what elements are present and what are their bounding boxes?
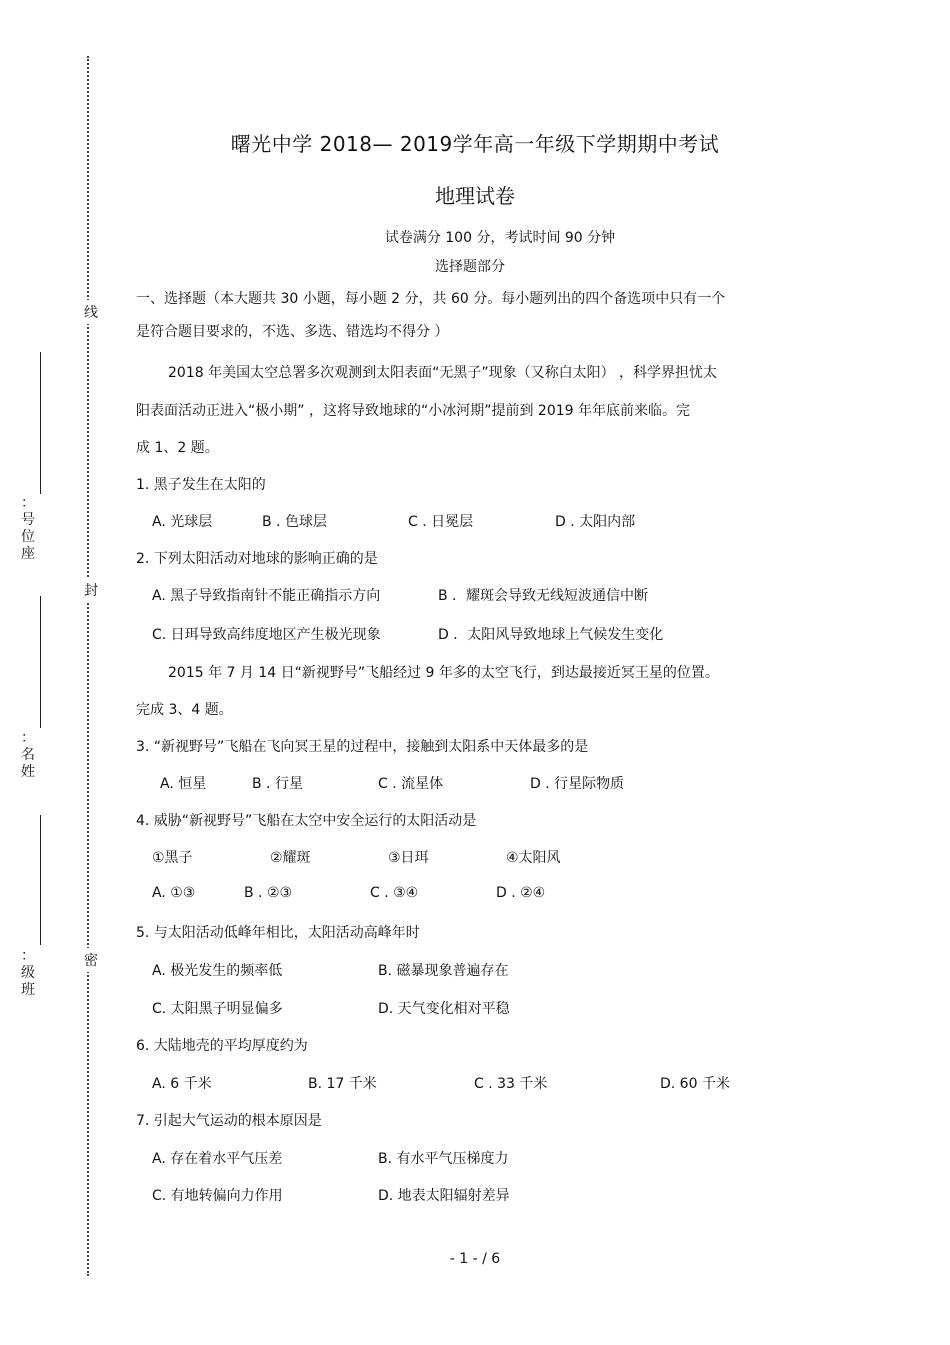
page-number: - 1 - / 6 xyxy=(449,1251,501,1267)
question-5-stem: 5. 与太阳活动低峰年相比，太阳活动高峰年时 xyxy=(136,925,420,941)
question-3-option-c: C . 流星体 xyxy=(378,776,444,792)
question-5-option-b: B. 磁暴现象普遍存在 xyxy=(378,963,509,979)
question-6-option-d: D. 60 千米 xyxy=(660,1076,730,1092)
question-7-option-b: B. 有水平气压梯度力 xyxy=(378,1151,509,1167)
question-4-stem: 4. 威胁“新视野号”飞船在太空中安全运行的太阳活动是 xyxy=(136,813,477,829)
seal-mark-seal: 封 xyxy=(84,578,98,602)
question-6-option-c: C . 33 千米 xyxy=(474,1076,548,1092)
question-3-stem: 3. “新视野号”飞船在飞向冥王星的过程中，接触到太阳系中天体最多的是 xyxy=(136,739,589,755)
question-4-option-a: A. ①③ xyxy=(152,885,196,901)
question-1-stem: 1. 黑子发生在太阳的 xyxy=(136,477,266,493)
seat-number-line xyxy=(40,352,41,494)
instructions-line-2: 是符合题目要求的，不选、多选、错选均不得分 ） xyxy=(136,324,449,340)
question-2-option-c: C. 日珥导致高纬度地区产生极光现象 xyxy=(152,627,381,643)
question-3-option-a: A. 恒星 xyxy=(160,776,207,792)
class-line xyxy=(40,815,41,945)
seal-mark-line: 线 xyxy=(84,300,98,324)
passage-2-line-2: 完成 3、4 题。 xyxy=(136,702,233,718)
question-5-option-a: A. 极光发生的频率低 xyxy=(152,963,283,979)
question-4-item-3: ③日珥 xyxy=(388,850,429,866)
class-label: ： 级 班 xyxy=(21,948,35,998)
question-4-option-d: D . ②④ xyxy=(496,885,546,901)
seat-number-label: ： 号 位 座 xyxy=(21,495,35,562)
exam-subtitle: 地理试卷 xyxy=(435,184,515,208)
passage-2-line-1: 2015 年 7 月 14 日“新视野号”飞船经过 9 年多的太空飞行，到达最接近冥王星的位置。 xyxy=(168,665,719,681)
question-4-item-2: ②耀斑 xyxy=(270,850,311,866)
name-line xyxy=(40,596,41,728)
question-1-option-d: D . 太阳内部 xyxy=(555,514,636,530)
exam-info: 试卷满分 100 分，考试时间 90 分钟 xyxy=(384,230,616,246)
question-7-stem: 7. 引起大气运动的根本原因是 xyxy=(136,1113,322,1129)
question-1-option-b: B . 色球层 xyxy=(262,514,327,530)
section-heading: 选择题部分 xyxy=(435,259,505,275)
question-6-option-b: B. 17 千米 xyxy=(308,1076,377,1092)
question-7-option-d: D. 地表太阳辐射差异 xyxy=(378,1188,510,1204)
question-5-option-d: D. 天气变化相对平稳 xyxy=(378,1001,510,1017)
question-7-option-a: A. 存在着水平气压差 xyxy=(152,1151,283,1167)
question-1-option-a: A. 光球层 xyxy=(152,514,213,530)
question-6-option-a: A. 6 千米 xyxy=(152,1076,212,1092)
passage-1-line-2: 阳表面活动正进入“极小期” ，这将导致地球的“小冰河期”提前到 2019 年年底前来临。完 xyxy=(136,403,690,419)
question-3-option-b: B . 行星 xyxy=(252,776,303,792)
exam-title: 曙光中学 2018— 2019学年高一年级下学期期中考试 xyxy=(230,132,720,156)
question-4-option-c: C . ③④ xyxy=(370,885,419,901)
question-2-stem: 2. 下列太阳活动对地球的影响正确的是 xyxy=(136,551,378,567)
question-3-option-d: D . 行星际物质 xyxy=(530,776,625,792)
passage-1-line-3: 成 1、2 题。 xyxy=(136,440,219,456)
question-6-stem: 6. 大陆地壳的平均厚度约为 xyxy=(136,1038,308,1054)
question-1-option-c: C . 日冕层 xyxy=(408,514,474,530)
question-2-option-d: D ．太阳风导致地球上气候发生变化 xyxy=(438,627,664,643)
question-5-option-c: C. 太阳黑子明显偏多 xyxy=(152,1001,283,1017)
seal-mark-secret: 密 xyxy=(84,948,98,972)
instructions-line-1: 一、选择题（本大题共 30 小题，每小题 2 分，共 60 分。每小题列出的四个备选项中只有一个 xyxy=(136,291,726,307)
question-2-option-b: B ．耀斑会导致无线短波通信中断 xyxy=(438,588,649,604)
passage-1-line-1: 2018 年美国太空总署多次观测到太阳表面“无黑子”现象（又称白太阳） ，科学界担忧太 xyxy=(168,365,718,381)
question-2-option-a: A. 黑子导致指南针不能正确指示方向 xyxy=(152,588,381,604)
question-4-item-1: ①黑子 xyxy=(152,850,193,866)
question-7-option-c: C. 有地转偏向力作用 xyxy=(152,1188,283,1204)
question-4-item-4: ④太阳风 xyxy=(506,850,561,866)
question-4-option-b: B . ②③ xyxy=(244,885,293,901)
name-label: ： 名 姓 xyxy=(21,730,35,780)
